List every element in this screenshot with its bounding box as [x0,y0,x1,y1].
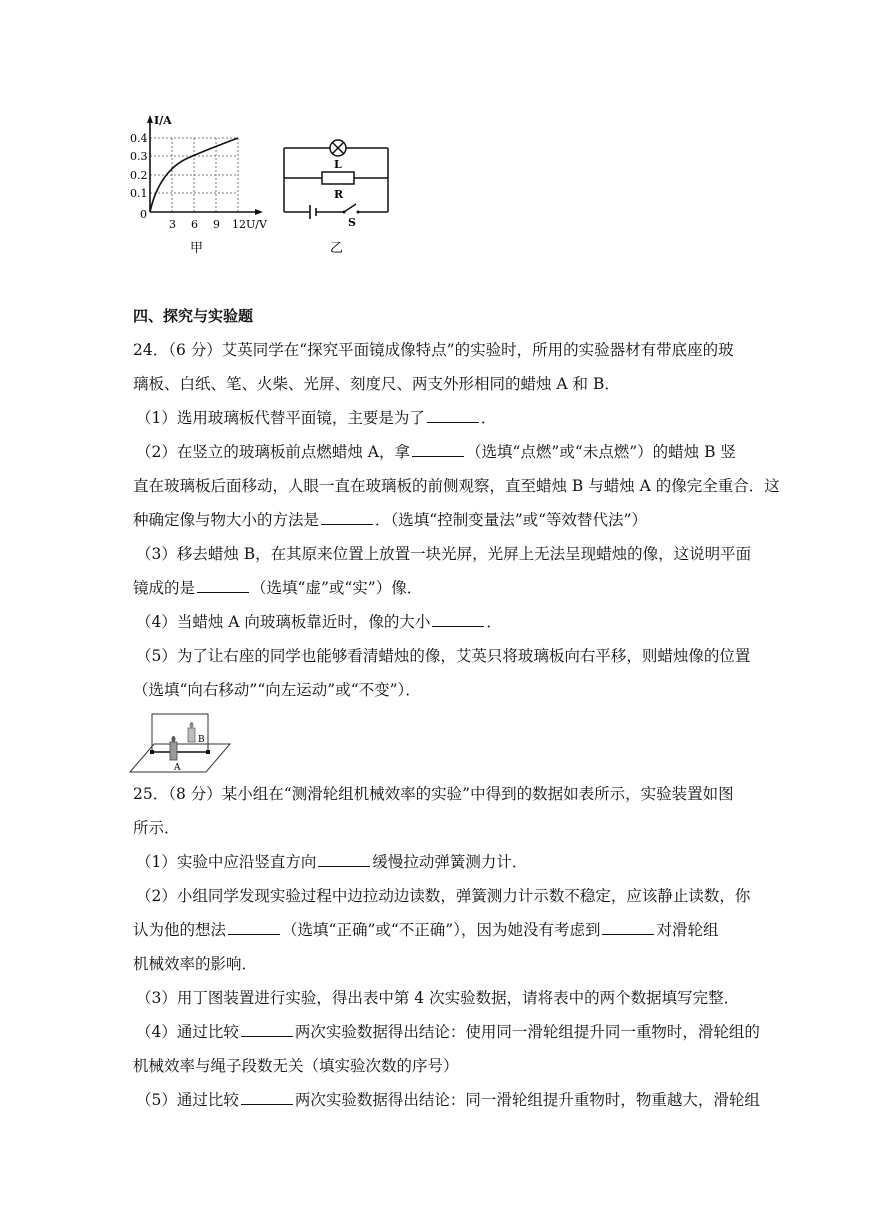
q25-part2-line2-end: 对滑轮组 [656,921,719,939]
q24-part3-line2-text: 镜成的是 [133,579,196,597]
origin-label: 0 [140,208,147,221]
y-tick-label: 0.2 [130,169,148,182]
graph-grid [150,138,238,212]
q24-part2-text: （2）在竖立的玻璃板前点燃蜡烛 A，拿 [136,443,410,461]
q25-part4 [136,1022,760,1042]
answer-blank[interactable] [241,1090,293,1105]
x-axis-arrow [255,209,263,215]
q24-intro-line2: 璃板、白纸、笔、火柴、光屏、刻度尺、两支外形相同的蜡烛 A 和 B． [133,375,620,393]
x-tick-label: 12 [232,218,246,231]
q25-part2-line2-text: 认为他的想法 [133,921,227,939]
q25-intro-line1: 25．（8 分）某小组在“测滑轮组机械效率的实验”中得到的数据如表所示，实验装置如图 [133,785,734,803]
q24-part1-end: ． [480,409,497,427]
lamp-label: L [334,158,342,171]
q24-part2-line3 [133,510,647,530]
y-axis-arrow [147,115,153,123]
q25-part2-line2 [133,920,718,940]
q24-part2-text-b: （选填“点燃”或“未点燃”）的蜡烛 B 竖 [465,443,736,461]
q24-part2 [136,442,736,462]
q25-part2: （2）小组同学发现实验过程中边拉动边读数，弹簧测力计示数不稳定，应该静止读数，你 [136,887,751,905]
q24-part3-line2 [133,578,422,598]
q25-part1-end: 缓慢拉动弹簧测力计． [372,853,528,871]
q25-part4-text: （4）通过比较 [136,1023,239,1041]
q24-part1-text: （1）选用玻璃板代替平面镜，主要是为了 [136,409,425,427]
q25-part3: （3）用丁图装置进行实验，得出表中第 4 次实验数据，请将表中的两个数据填写完整． [136,989,740,1007]
answer-blank[interactable] [318,852,370,867]
candle-a [170,736,177,760]
q25-part5-text: （5）通过比较 [136,1091,239,1109]
mirror-experiment-figure [128,710,232,776]
q24-part3-line2-end: （选填“虚”或“实”）像． [251,579,423,597]
x-axis-label: U/V [246,218,267,231]
q25-intro-line2: 所示． [133,819,180,837]
answer-blank[interactable] [321,510,373,525]
answer-blank[interactable] [427,408,479,423]
q24-part4-end: ． [486,613,502,631]
switch-symbol [344,204,356,212]
q24-intro-line1: 24．（6 分）艾英同学在“探究平面镜成像特点”的实验时，所用的实验器材有带底座的玻 [133,341,734,359]
q25-part5-end: 两次实验数据得出结论：同一滑轮组提升重物时，物重越大，滑轮组 [294,1091,760,1109]
q24-part1 [136,408,496,428]
q25-part2-line2-mid: （选填“正确”或“不正确”），因为她没有考虑到 [282,921,601,939]
q24-part4 [136,612,502,632]
q24-part2-line2: 直在玻璃板后面移动，人眼一直在玻璃板的前侧观察，直至蜡烛 B 与蜡烛 A 的像完全重合．这 [133,477,780,495]
resistor-label: R [334,188,344,201]
x-tick-label: 6 [191,218,198,231]
q24-part2-line3-end: ．（选填“控制变量法”或“等效替代法”） [375,511,647,529]
answer-blank[interactable] [197,578,249,593]
circuit-figure [278,116,398,258]
candle-a-label: A [174,763,181,773]
q25-part2-line3: 机械效率的影响． [133,955,258,973]
circuit-caption: 乙 [330,241,344,256]
q24-part4-text: （4）当蜡烛 A 向玻璃板靠近时，像的大小 [136,613,431,631]
answer-blank[interactable] [241,1022,293,1037]
y-tick-label: 0.3 [130,150,148,163]
battery-symbol [310,205,316,219]
y-tick-label: 0.1 [130,187,148,200]
q24-part5: （5）为了让右座的同学也能够看清蜡烛的像，艾英只将玻璃板向右平移，则蜡烛像的位置 [136,647,751,665]
graph-caption: 甲 [190,241,204,256]
q25-part4-end: 两次实验数据得出结论：使用同一滑轮组提升同一重物时，滑轮组的 [294,1023,760,1041]
candle-b [188,722,195,742]
q25-part1 [136,852,527,872]
candle-b-label: B [198,735,205,745]
iu-graph-figure [128,112,268,260]
answer-blank[interactable] [432,612,484,627]
q24-part3: （3）移去蜡烛 B，在其原来位置上放置一块光屏，光屏上无法呈现蜡烛的像，这说明平面 [136,545,752,563]
y-tick-label: 0.4 [130,132,148,145]
q24-part2-line3-text: 种确定像与物大小的方法是 [133,511,320,529]
glass-plate [152,714,208,752]
resistor-symbol [322,172,354,184]
section-title: 四、探究与实验题 [133,307,254,325]
q25-part5 [136,1090,760,1110]
answer-blank[interactable] [602,920,654,935]
x-tick-label: 3 [169,218,176,231]
switch-label: S [348,216,356,229]
q25-part1-text: （1）实验中应沿竖直方向 [136,853,317,871]
answer-blank[interactable] [412,442,464,457]
answer-blank[interactable] [228,920,280,935]
q25-part4-line2: 机械效率与绳子段数无关（填实验次数的序号） [133,1057,459,1075]
q24-part5-line2: （选填“向右移动”“向左运动”或“不变”）． [133,681,421,699]
x-tick-label: 9 [213,218,220,231]
y-axis-label: I/A [154,114,172,127]
